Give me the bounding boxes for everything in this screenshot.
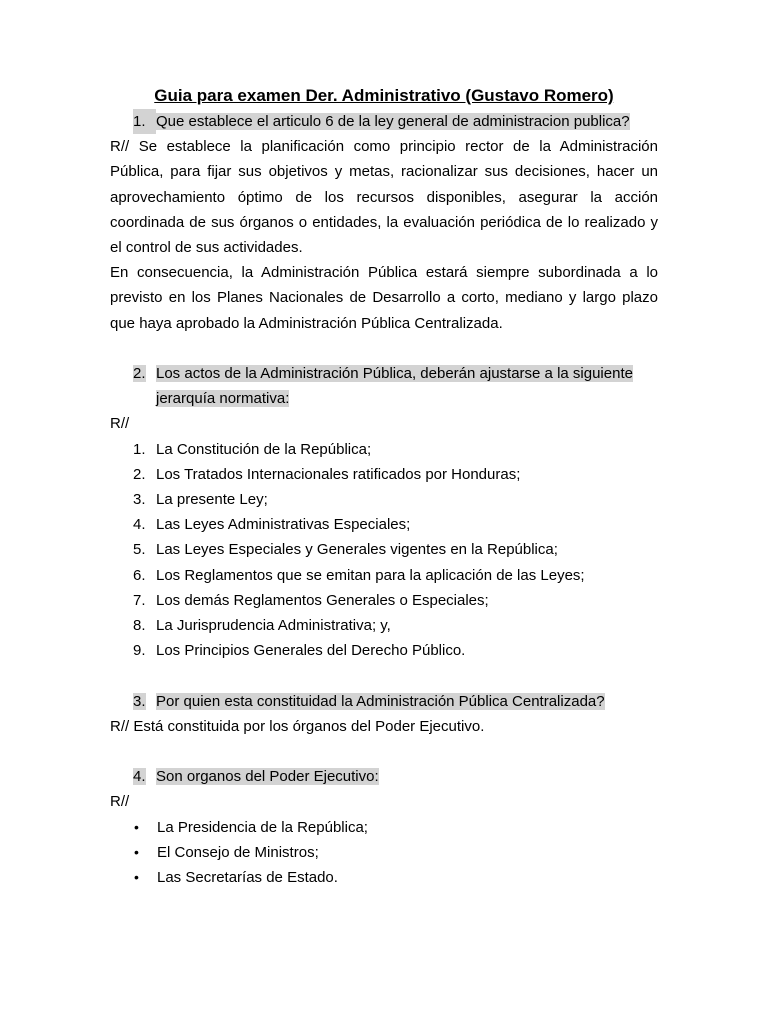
list-item-number: 7. — [133, 591, 146, 609]
question-3 — [110, 689, 658, 714]
list-item — [110, 638, 658, 663]
list-item — [110, 537, 658, 562]
spacer — [110, 739, 658, 764]
list-item — [110, 815, 658, 840]
list-item-text: Las Leyes Especiales y Generales vigentes en la República; — [156, 541, 558, 559]
bullet-icon: • — [134, 843, 139, 860]
question-1-number: 1. — [133, 109, 156, 134]
list-item-number: 4. — [133, 516, 146, 534]
executive-organs-list — [110, 815, 658, 891]
answer-1-paragraph-2: En consecuencia, la Administración Pública estará siempre subordinada a lo previsto en los Planes Nacionales de Desarrollo a corto, mediano y largo plazo que haya aprobado la Administración Pública Centralizada. — [110, 264, 658, 332]
answer-4-prefix: R// — [110, 793, 130, 811]
list-item-text: La Presidencia de la República; — [157, 818, 368, 836]
list-item-text: La Constitución de la República; — [156, 440, 372, 458]
list-item — [110, 462, 658, 487]
list-item-text: Las Leyes Administrativas Especiales; — [156, 516, 411, 534]
list-item-text: La presente Ley; — [156, 491, 268, 509]
list-item — [110, 563, 658, 588]
document-page — [110, 84, 658, 890]
list-item-text: Los Tratados Internacionales ratificados por Honduras; — [156, 465, 521, 483]
list-item-number: 5. — [133, 541, 146, 559]
list-item — [110, 512, 658, 537]
question-2 — [110, 361, 658, 411]
list-item-text: La Jurisprudencia Administrativa; y, — [156, 617, 391, 635]
question-1 — [110, 109, 658, 134]
question-4 — [110, 764, 658, 789]
list-item-number: 3. — [133, 491, 146, 509]
list-item-number: 6. — [133, 566, 146, 584]
spacer — [110, 336, 658, 361]
list-item-number: 2. — [133, 465, 146, 483]
bullet-icon: • — [134, 869, 139, 886]
question-4-text: Son organos del Poder Ejecutivo: — [156, 768, 379, 786]
list-item — [110, 613, 658, 638]
question-3-number: 3. — [133, 692, 146, 710]
list-item-text: Las Secretarías de Estado. — [157, 869, 338, 887]
list-item-number: 1. — [133, 440, 146, 458]
question-1-text: Que establece el articulo 6 de la ley general de administracion publica? — [156, 113, 630, 130]
spacer — [110, 663, 658, 688]
list-item — [110, 487, 658, 512]
question-2-text: Los actos de la Administración Pública, deberán ajustarse a la siguiente jerarquía normativa: — [156, 365, 633, 408]
answer-3: R// Está constituida por los órganos del Poder Ejecutivo. — [110, 717, 485, 735]
list-item-text: Los Reglamentos que se emitan para la aplicación de las Leyes; — [156, 566, 585, 584]
hierarchy-list — [110, 437, 658, 664]
list-item-number: 8. — [133, 617, 146, 635]
question-2-number: 2. — [133, 365, 146, 383]
list-item-number: 9. — [133, 642, 146, 660]
list-item — [110, 588, 658, 613]
list-item-text: Los demás Reglamentos Generales o Especiales; — [156, 591, 489, 609]
list-item-text: Los Principios Generales del Derecho Público. — [156, 642, 466, 660]
answer-1-paragraph-1: R// Se establece la planificación como principio rector de la Administración Pública, para fijar sus objetivos y metas, racionalizar sus decisiones, hacer un aprovechamiento óptimo de los recursos disponibles, asegurar la acción coordinada de sus órganos o entidades, la evaluación periódica de lo realizado y el control de sus actividades. — [110, 138, 658, 257]
bullet-icon: • — [134, 818, 139, 835]
list-item — [110, 865, 658, 890]
question-4-number: 4. — [133, 768, 146, 786]
document-title: Guia para examen Der. Administrativo (Gustavo Romero) — [154, 86, 614, 105]
answer-2-prefix: R// — [110, 415, 130, 433]
list-item — [110, 840, 658, 865]
list-item — [110, 437, 658, 462]
question-3-text: Por quien esta constituidad la Administración Pública Centralizada? — [156, 692, 605, 710]
list-item-text: El Consejo de Ministros; — [157, 843, 319, 861]
